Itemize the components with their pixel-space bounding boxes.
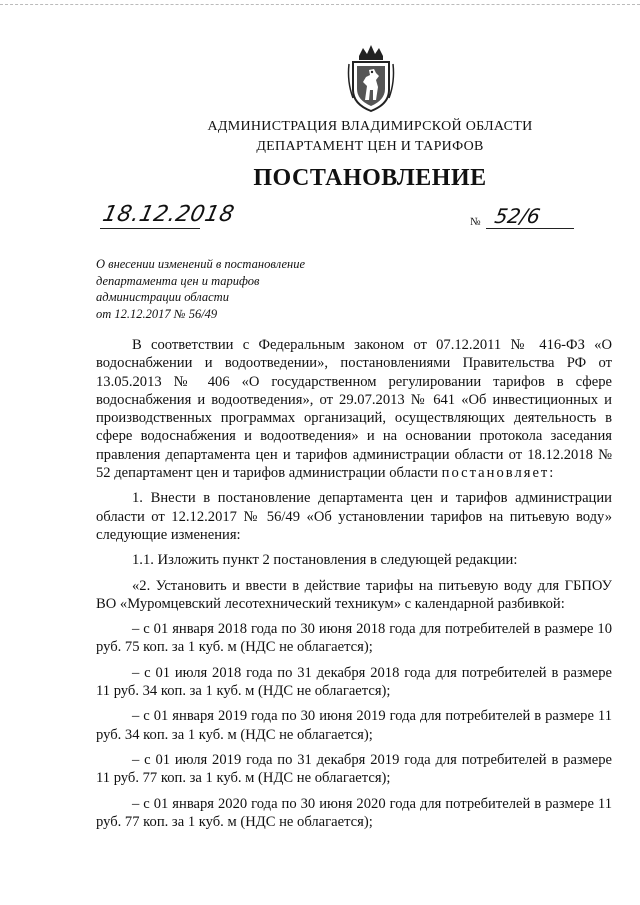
clause-1: 1. Внести в постановление департамента цен и тарифов администрации области от 12.12.2017 № 56/49 «Об установлении тарифов на питьевую воду» следующие изменения: (96, 490, 612, 543)
tariff-period-item: – с 01 января 2018 года по 30 июня 2018 года для потребителей в размере 10 руб. 75 коп. за 1 куб. м (НДС не облагается); (96, 621, 612, 656)
scan-top-edge (0, 4, 640, 5)
coat-of-arms-emblem (345, 42, 397, 114)
tariff-period-item: – с 01 июля 2019 года по 31 декабря 2019 года для потребителей в размере 11 руб. 77 коп. за 1 куб. м (НДС не облагается); (96, 751, 612, 787)
number-underline (486, 228, 574, 229)
decree-word: постановляет: (441, 465, 556, 482)
subject-line: О внесении изменений в постановление (96, 257, 306, 271)
subject-line: департамента цен и тарифов (96, 273, 260, 288)
clause-2-text: «2. Установить и ввести в действие тарифы на питьевую воду для ГБПОУ ВО «Муромцевский лесотехнический техникум» с календарной разбивкой: (96, 577, 612, 612)
document-subject (96, 256, 326, 322)
subject-line: администрации области (96, 290, 229, 304)
subject-line: от 12.12.2017 № 56/49 (96, 306, 218, 321)
date-underline (100, 228, 200, 229)
document-date: 18.12.2018 (100, 202, 237, 227)
tariff-period-item: – с 01 января 2020 года по 30 июня 2020 года для потребителей в размере 11 руб. 77 коп. за 1 куб. м (НДС не облагается); (96, 795, 612, 830)
organization-name: АДМИНИСТРАЦИЯ ВЛАДИМИРСКОЙ ОБЛАСТИ (207, 119, 533, 134)
department-name: ДЕПАРТАМЕНТ ЦЕН И ТАРИФОВ (256, 139, 484, 154)
clause-1-1: 1.1. Изложить пункт 2 постановления в следующей редакции: (132, 552, 518, 569)
number-label: № (470, 216, 481, 228)
document-type-title: ПОСТАНОВЛЕНИЕ (253, 165, 487, 191)
tariff-period-item: – с 01 января 2019 года по 30 июня 2019 года для потребителей в размере 11 руб. 34 коп. за 1 куб. м (НДС не облагается); (96, 708, 612, 743)
document-number: 52/6 (492, 204, 543, 228)
preamble-paragraph (96, 336, 612, 482)
preamble-text: В соответствии с Федеральным законом от 07.12.2011 № 416-ФЗ «О водоснабжении и водоотведении», постановлениями Правительства РФ от 13.05.2013 № 406 «О государственном регулировании тарифов в сфере водоснабжения и водоотведения», от 29.07.2013 № 641 «Об инвестиционных и производственных программах организаций, осуществляющих деятельность в сфере водоснабжения и водоотведения» и на основании протокола заседания правления департамента цен и тарифов администрации области от 18.12.2018 № 52 департамент цен и тарифов администрации области (96, 337, 612, 482)
document-body (96, 336, 612, 838)
tariff-period-item: – с 01 июля 2018 года по 31 декабря 2018 года для потребителей в размере 11 руб. 34 коп. за 1 куб. м (НДС не облагается); (96, 664, 612, 700)
